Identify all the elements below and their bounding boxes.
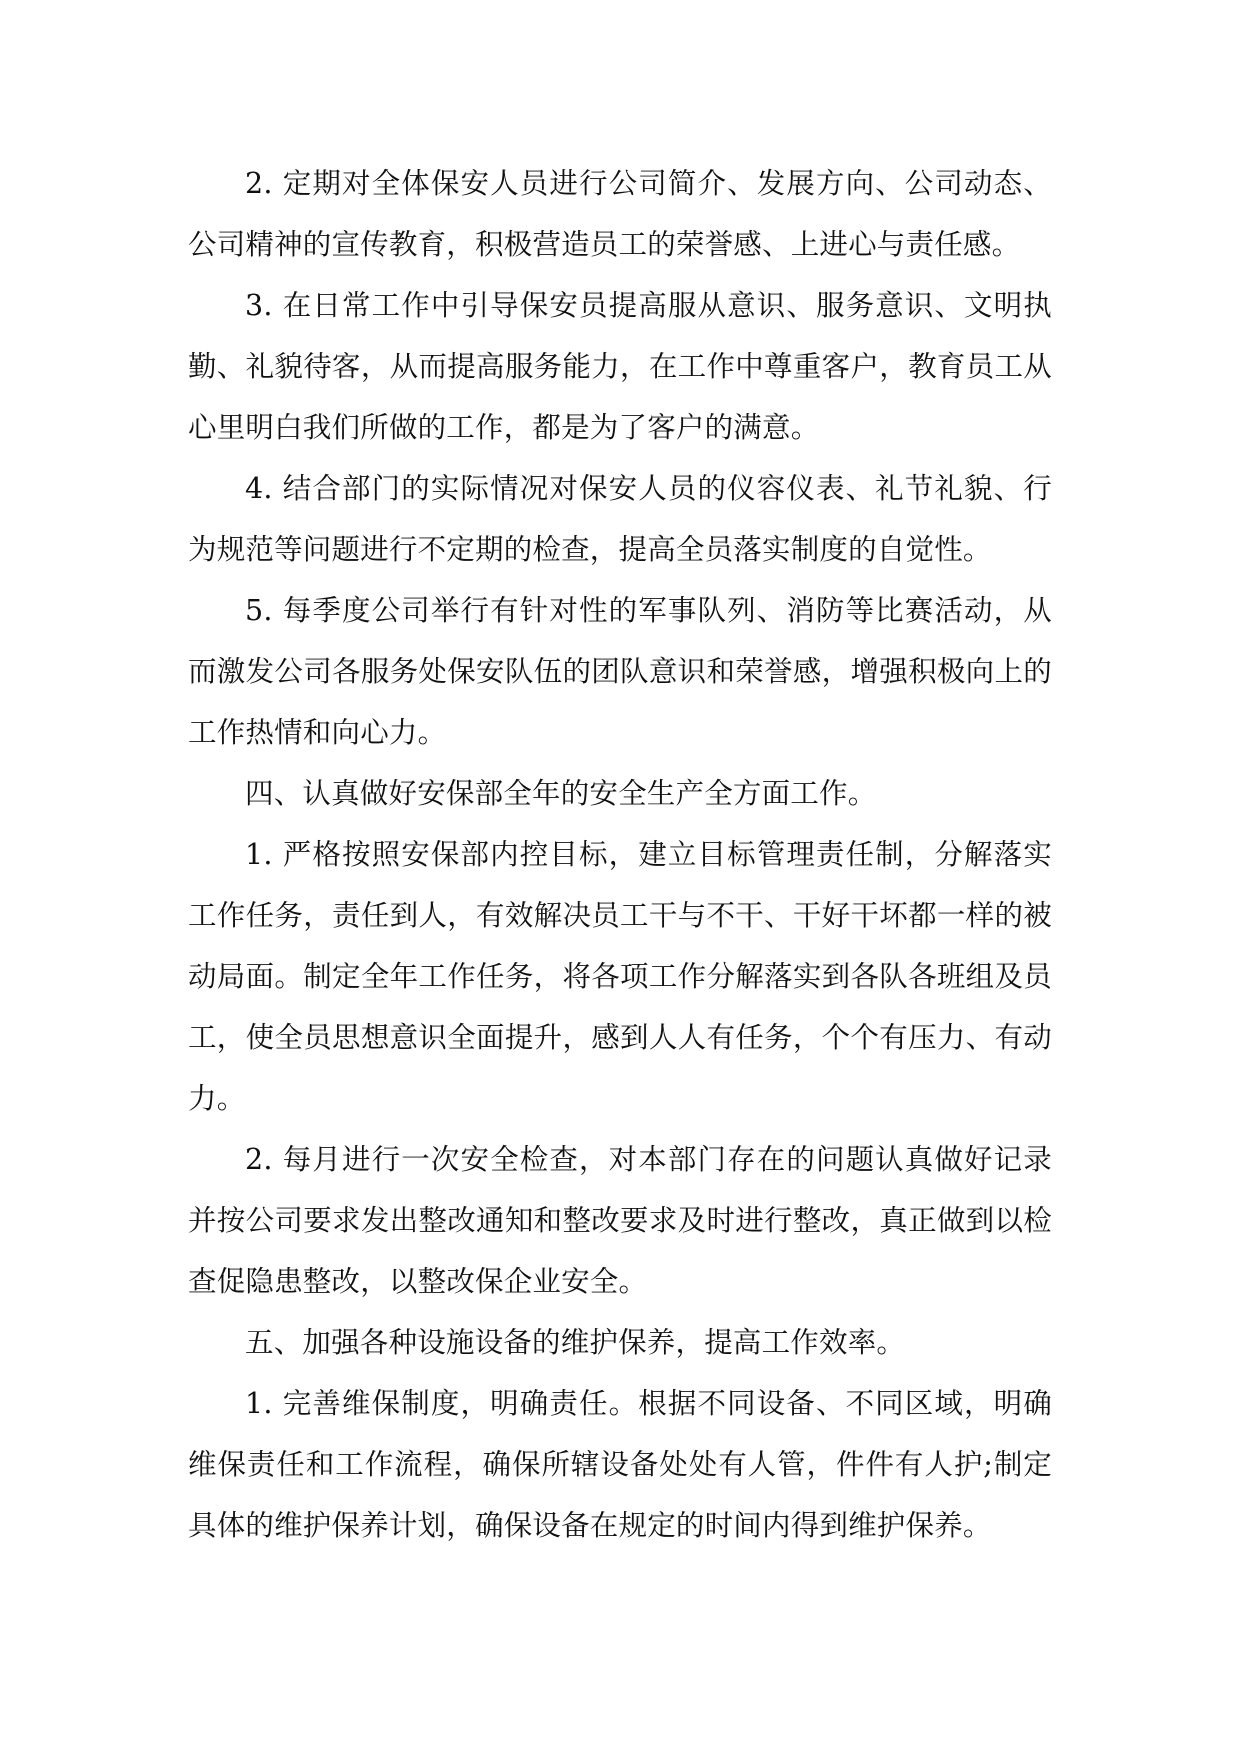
document-body: [188, 153, 1052, 1556]
paragraph-6: 2. 每月进行一次安全检查，对本部门存在的问题认真做好记录并按公司要求发出整改通知和整改要求及时进行整改，真正做到以检查促隐患整改，以整改保企业安全。: [188, 1143, 1052, 1298]
paragraph-2: 3. 在日常工作中引导保安员提高服从意识、服务意识、文明执勤、礼貌待客，从而提高服务能力，在工作中尊重客户，教育员工从心里明白我们所做的工作，都是为了客户的满意。: [188, 289, 1052, 444]
paragraph-4: 5. 每季度公司举行有针对性的军事队列、消防等比赛活动，从而激发公司各服务处保安队伍的团队意识和荣誉感，增强积极向上的工作热情和向心力。: [188, 594, 1052, 749]
paragraph-7: 1. 完善维保制度，明确责任。根据不同设备、不同区域，明确维保责任和工作流程，确保所辖设备处处有人管，件件有人护;制定具体的维护保养计划，确保设备在规定的时间内得到维护保养。: [188, 1387, 1052, 1542]
paragraph-1: 2. 定期对全体保安人员进行公司简介、发展方向、公司动态、公司精神的宣传教育，积极营造员工的荣誉感、上进心与责任感。: [188, 167, 1052, 261]
section-heading-5: 五、加强各种设施设备的维护保养，提高工作效率。: [245, 1326, 906, 1359]
section-heading-4: 四、认真做好安保部全年的安全生产全方面工作。: [245, 777, 877, 810]
paragraph-3: 4. 结合部门的实际情况对保安人员的仪容仪表、礼节礼貌、行为规范等问题进行不定期的检查，提高全员落实制度的自觉性。: [188, 472, 1052, 566]
paragraph-5: 1. 严格按照安保部内控目标，建立目标管理责任制，分解落实工作任务，责任到人，有效解决员工干与不干、干好干坏都一样的被动局面。制定全年工作任务，将各项工作分解落实到各队各班组及员工，使全员思想意识全面提升，感到人人有任务，个个有压力、有动力。: [188, 838, 1052, 1115]
